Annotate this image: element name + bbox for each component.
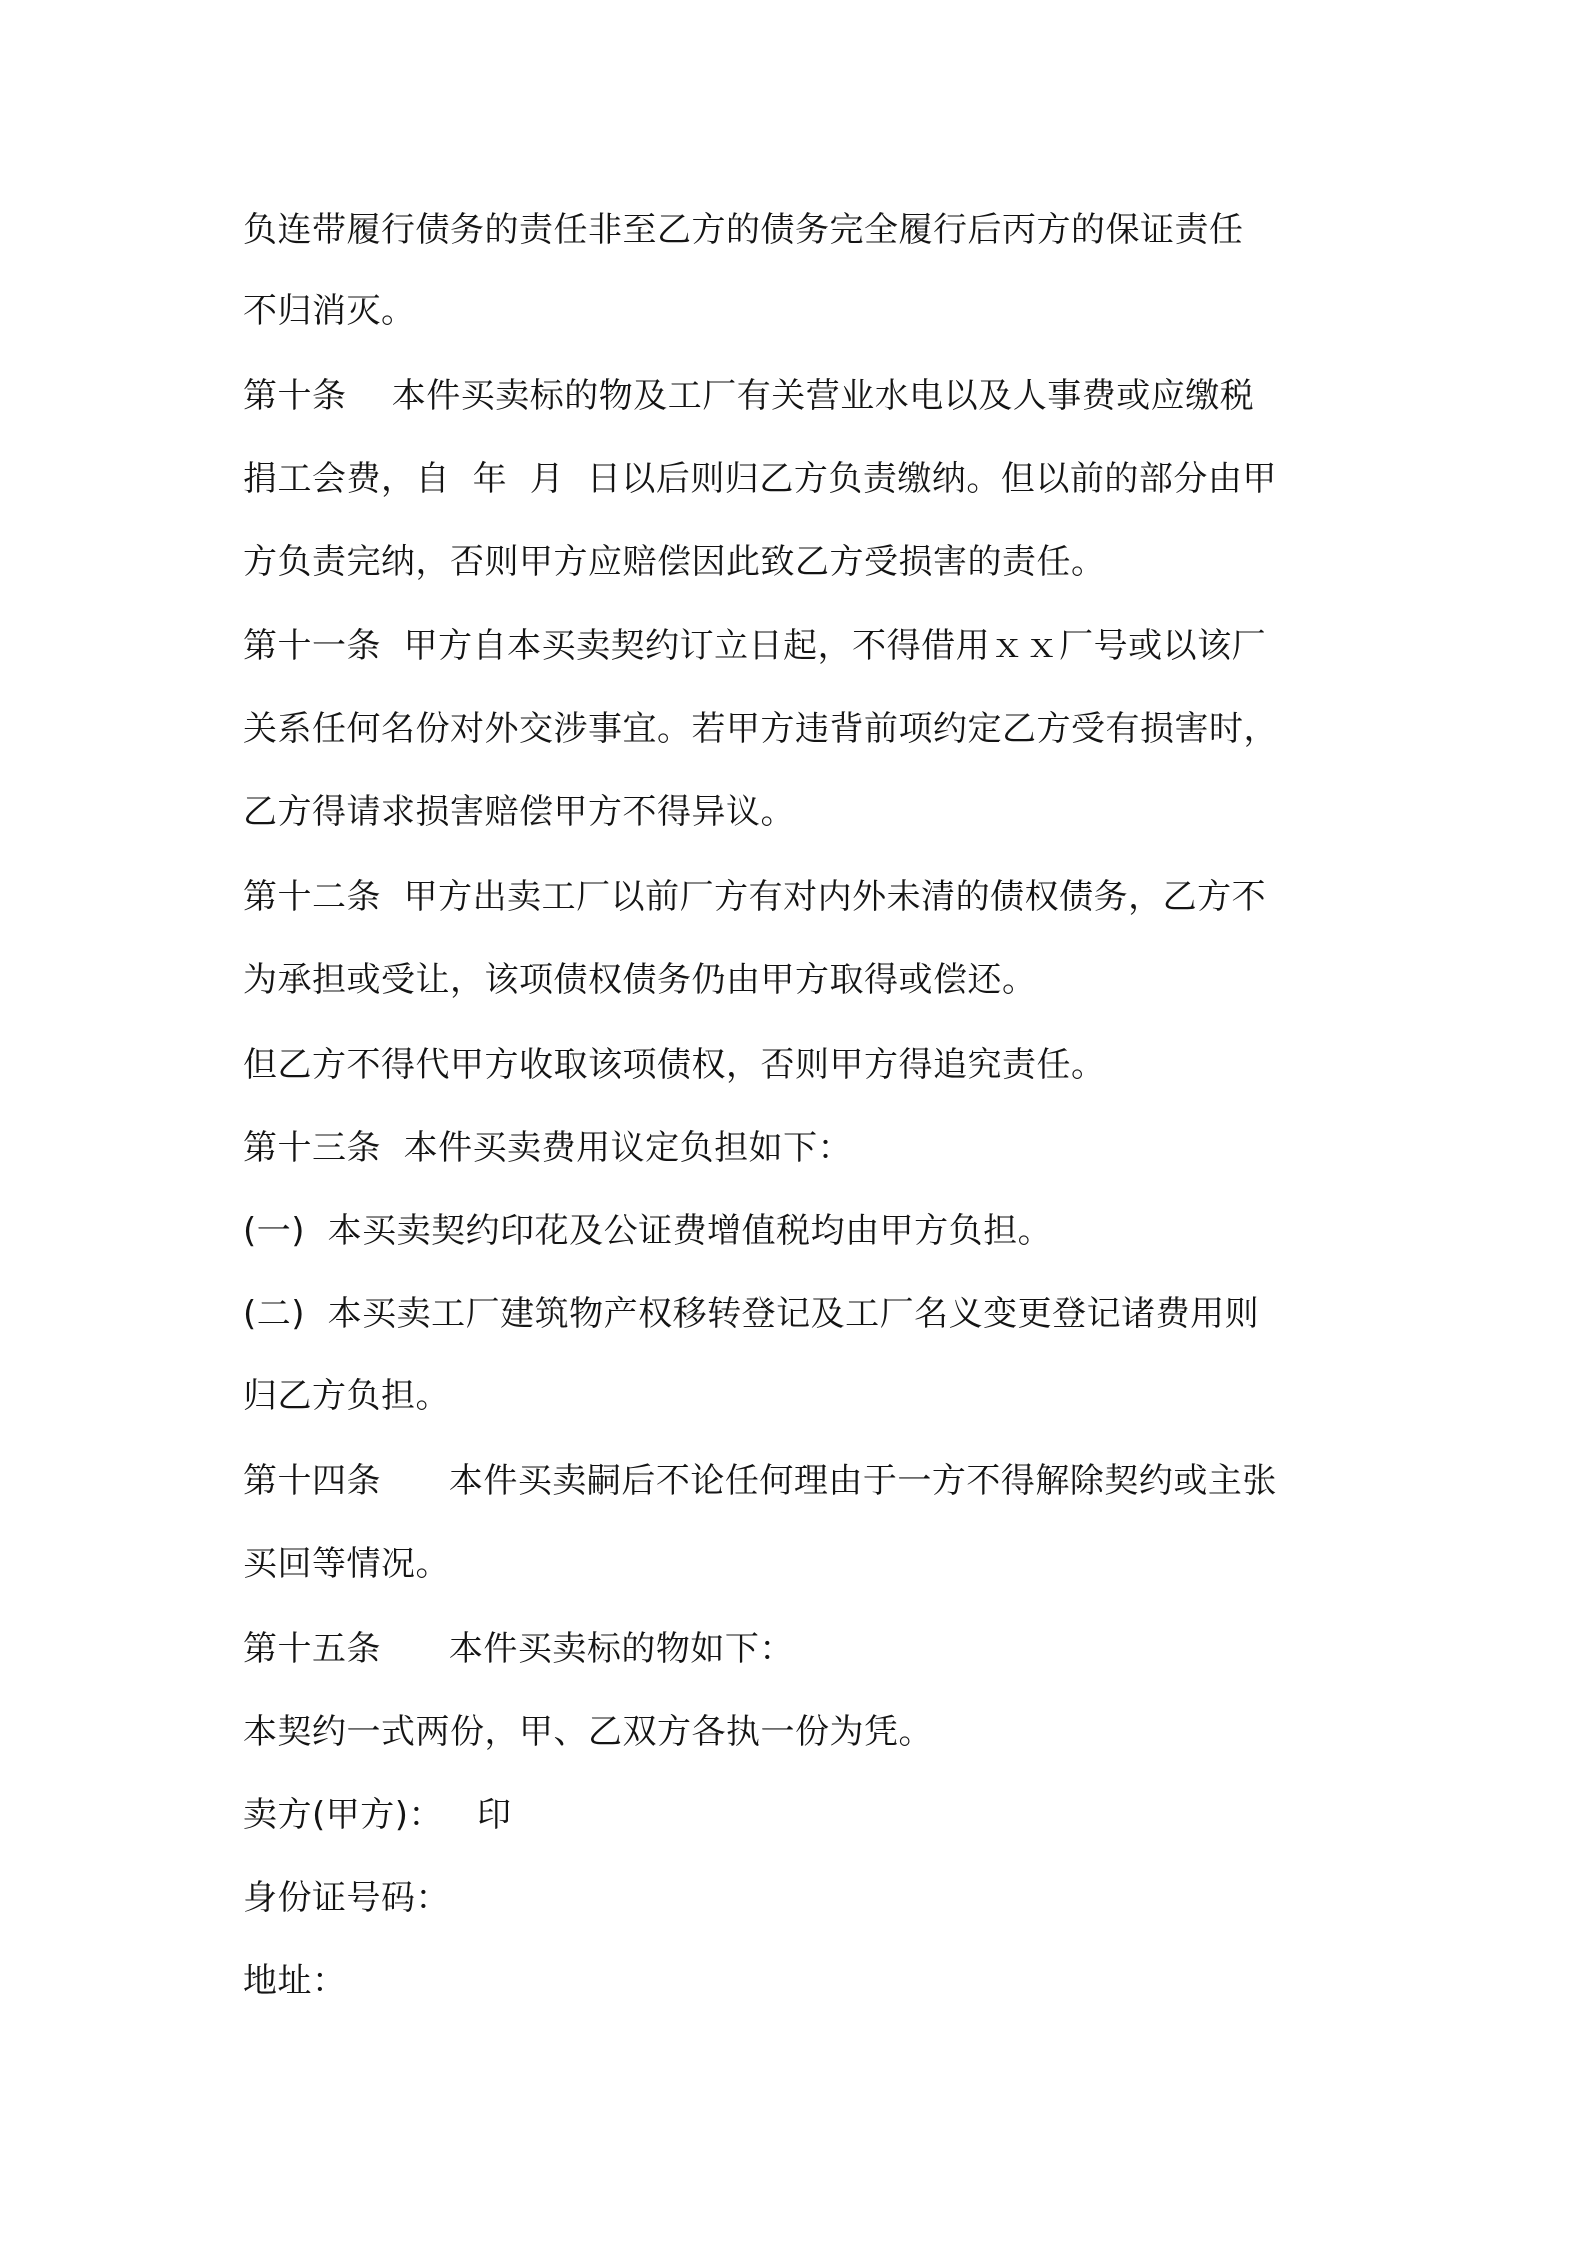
text-line: 关系任何名份对外交涉事宜。若甲方违背前项约定乙方受有损害时， <box>243 709 1278 749</box>
text-line: 方负责完纳，否则甲方应赔偿因此致乙方受损害的责任。 <box>243 542 1106 582</box>
text-line: 但乙方不得代甲方收取该项债权，否则甲方得追究责任。 <box>243 1045 1106 1085</box>
text-line: 乙方得请求损害赔偿甲方不得异议。 <box>243 792 795 832</box>
text-line: 负连带履行债务的责任非至乙方的债务完全履行后丙方的保证责任 <box>243 210 1244 250</box>
text-line: 本契约一式两份，甲、乙双方各执一份为凭。 <box>243 1712 933 1752</box>
article-10-heading-line: 第十条 本件买卖标的物及工厂有关营业水电以及人事费或应缴税 <box>243 376 1255 416</box>
text-line: 为承担或受让，该项债权债务仍由甲方取得或偿还。 <box>243 960 1037 1000</box>
text-line: 买回等情况。 <box>243 1544 450 1584</box>
text-line: 捐工会费，自 年 月 日以后则归乙方负责缴纳。但以前的部分由甲 <box>243 459 1277 499</box>
article-13-heading-line: 第十三条 本件买卖费用议定负担如下： <box>243 1128 853 1168</box>
text-line: 不归消灭。 <box>243 291 416 331</box>
address-line: 地址： <box>243 1961 347 2001</box>
article-15-heading-line: 第十五条 本件买卖标的物如下： <box>243 1629 794 1669</box>
article-14-heading-line: 第十四条 本件买卖嗣后不论任何理由于一方不得解除契约或主张 <box>243 1461 1277 1501</box>
article-12-heading-line: 第十二条 甲方出卖工厂以前厂方有对内外未清的债权债务，乙方不 <box>243 877 1267 917</box>
article-11-heading-line: 第十一条 甲方自本买卖契约订立日起，不得借用ｘｘ厂号或以该厂 <box>243 626 1267 666</box>
list-item-line: (二) 本买卖工厂建筑物产权移转登记及工厂名义变更登记诸费用则 <box>243 1294 1260 1334</box>
list-item-line: (一) 本买卖契约印花及公证费增值税均由甲方负担。 <box>243 1211 1053 1251</box>
seller-signature-line: 卖方(甲方)： 印 <box>243 1795 512 1835</box>
id-number-line: 身份证号码： <box>243 1878 450 1918</box>
text-line: 归乙方负担。 <box>243 1376 450 1416</box>
